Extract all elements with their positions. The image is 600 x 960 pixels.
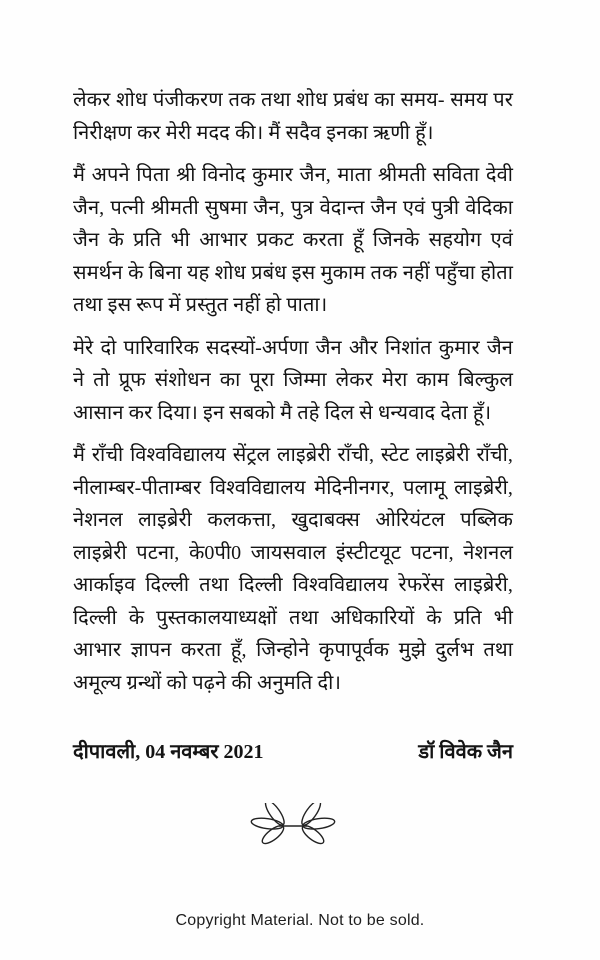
signature-author: डॉ विवेक जैन [418,741,513,763]
signature-row [73,737,513,767]
acknowledgement-paragraph: लेकर शोध पंजीकरण तक तथा शोध प्रबंध का समय- समय पर निरीक्षण कर मेरी मदद की। मैं सदैव इनका ऋणी हूँ। [73,89,513,144]
acknowledgement-paragraph: मैं राँची विश्वविद्यालय सेंट्रल लाइब्रेरी राँची, स्टेट लाइब्रेरी राँची, नीलाम्बर-पीताम्बर विश्वविद्यालय मेदिनीनगर, पलामू लाइब्रेरी, नेशनल लाइब्रेरी कलकत्ता, खुदाबक्स ओरियंटल पब्लिक लाइब्रेरी पटना, के0पी0 जायसवाल इंस्टीटयूट पटना, नेशनल आर्काइव दिल्ली तथा दिल्ली विश्वविद्यालय रेफरेंस लाइब्रेरी, दिल्ली के पुस्तकालयाध्यक्षों तथा अधिकारियों के प्रति भी आभार ज्ञापन करता हूँ, जिन्होने कृपापूर्वक मुझे दुर्लभ तथा अमूल्य ग्रन्थों को पढ़ने की अनुमति दी। [73,444,513,694]
acknowledgement-body [73,84,513,852]
acknowledgement-paragraph: मैं अपने पिता श्री विनोद कुमार जैन, माता श्रीमती सविता देवी जैन, पत्नी श्रीमती सुषमा जैन, पुत्र वेदान्त जैन एवं पुत्री वेदिका जैन के प्रति भी आभार प्रकट करता हूँ जिनके सहयोग एवं समर्थन के बिना यह शोध प्रबंध इस मुकाम तक नहीं पहुँचा होता तथा इस रूप में प्रस्तुत नहीं हो पाता। [73,164,513,316]
signature-date: दीपावली, 04 नवम्बर 2021 [73,741,264,763]
acknowledgement-paragraph: मेरे दो पारिवारिक सदस्यों-अर्पणा जैन और निशांत कुमार जैन ने तो प्रूफ संशोधन का पूरा जिम्मा लेकर मेरा काम बिल्कुल आसान कर दिया। इन सबको मै तहे दिल से धन्यवाद देता हूँ। [73,336,513,424]
copyright-notice: Copyright Material. Not to be sold. [175,912,425,929]
ornament-container [73,803,513,852]
floral-divider-icon [243,803,343,847]
